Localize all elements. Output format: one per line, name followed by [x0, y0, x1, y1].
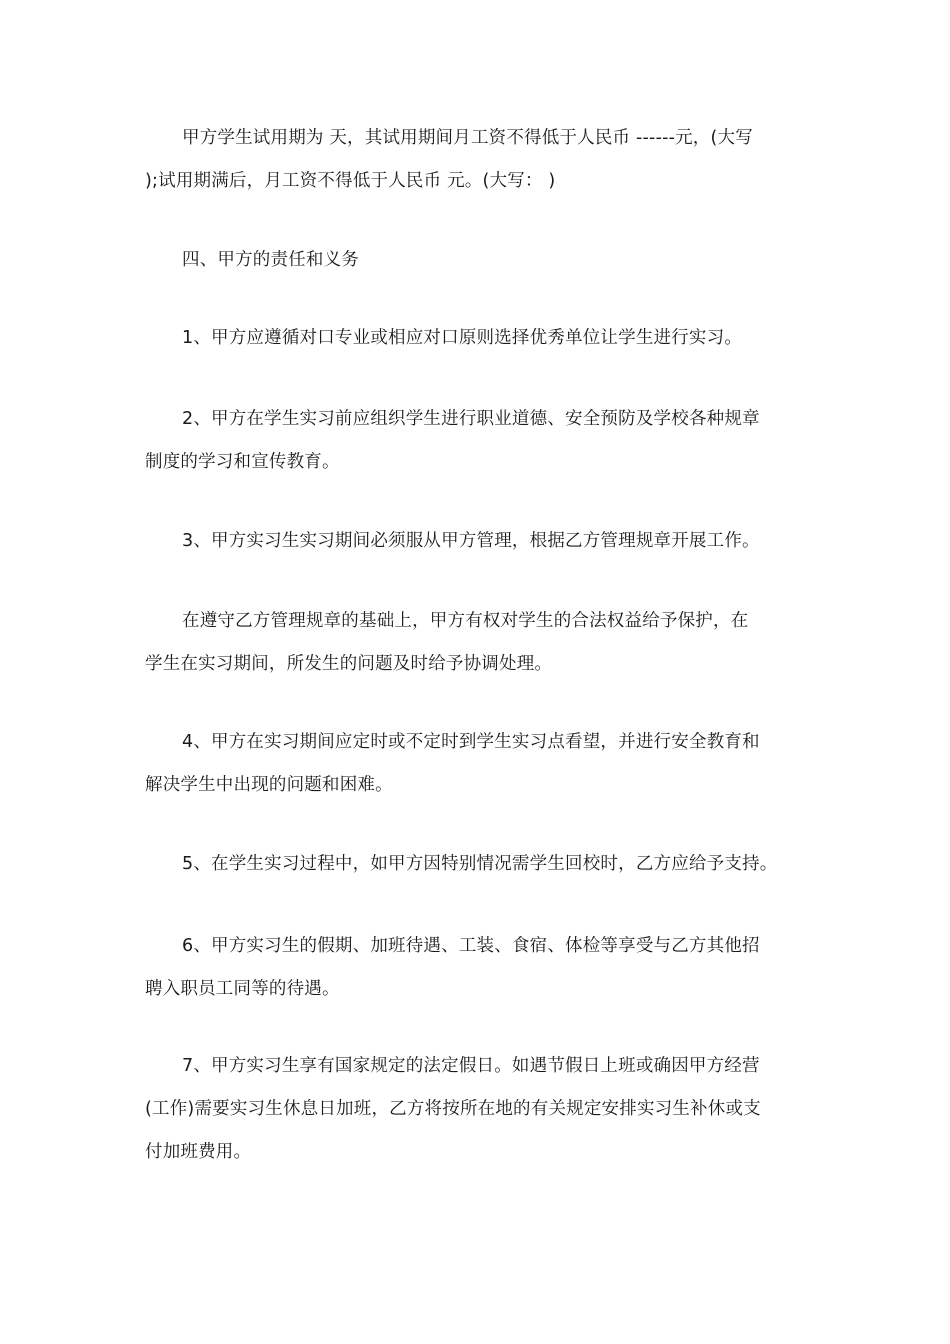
paragraph-probation-salary — [145, 117, 817, 203]
paragraph-line: 4、甲方在实习期间应定时或不定时到学生实习点看望，并进行安全教育和 — [182, 732, 760, 752]
paragraph-line: 6、甲方实习生的假期、加班待遇、工装、食宿、体检等享受与乙方其他招 — [182, 936, 760, 956]
paragraph-line: 3、甲方实习生实习期间必须服从甲方管理，根据乙方管理规章开展工作。 — [182, 531, 760, 551]
paragraph-line: 2、甲方在学生实习前应组织学生进行职业道德、安全预防及学校各种规章 — [182, 409, 760, 429]
paragraph-line: 制度的学习和宣传教育。 — [145, 452, 340, 472]
paragraph-item-5 — [145, 843, 817, 886]
paragraph-line: (工作)需要实习生休息日加班，乙方将按所在地的有关规定安排实习生补休或支 — [145, 1099, 761, 1119]
paragraph-line: 在遵守乙方管理规章的基础上，甲方有权对学生的合法权益给予保护，在 — [182, 611, 749, 631]
section-heading-party-a-duties — [145, 239, 817, 282]
paragraph-item-7 — [145, 1045, 817, 1174]
paragraph-item-1 — [145, 317, 817, 360]
paragraph-line: 学生在实习期间，所发生的问题及时给予协调处理。 — [145, 654, 553, 674]
paragraph-line: 5、在学生实习过程中，如甲方因特别情况需学生回校时，乙方应给予支持。 — [182, 854, 778, 874]
paragraph-line: );试用期满后，月工资不得低于人民币 元。(大写： ) — [145, 171, 556, 191]
paragraph-item-4 — [145, 721, 817, 807]
paragraph-line: 1、甲方应遵循对口专业或相应对口原则选择优秀单位让学生进行实习。 — [182, 328, 743, 348]
paragraph-rights-protection — [145, 600, 817, 686]
paragraph-line: 7、甲方实习生享有国家规定的法定假日。如遇节假日上班或确因甲方经营 — [182, 1056, 760, 1076]
paragraph-item-2 — [145, 398, 817, 484]
paragraph-line: 付加班费用。 — [145, 1142, 252, 1162]
paragraph-line: 解决学生中出现的问题和困难。 — [145, 775, 393, 795]
paragraph-line: 聘入职员工同等的待遇。 — [145, 979, 340, 999]
paragraph-item-6 — [145, 925, 817, 1011]
paragraph-line: 甲方学生试用期为 天，其试用期间月工资不得低于人民币 ------元，(大写 — [182, 128, 753, 148]
section-heading-text: 四、甲方的责任和义务 — [182, 250, 359, 270]
paragraph-item-3 — [145, 520, 817, 563]
